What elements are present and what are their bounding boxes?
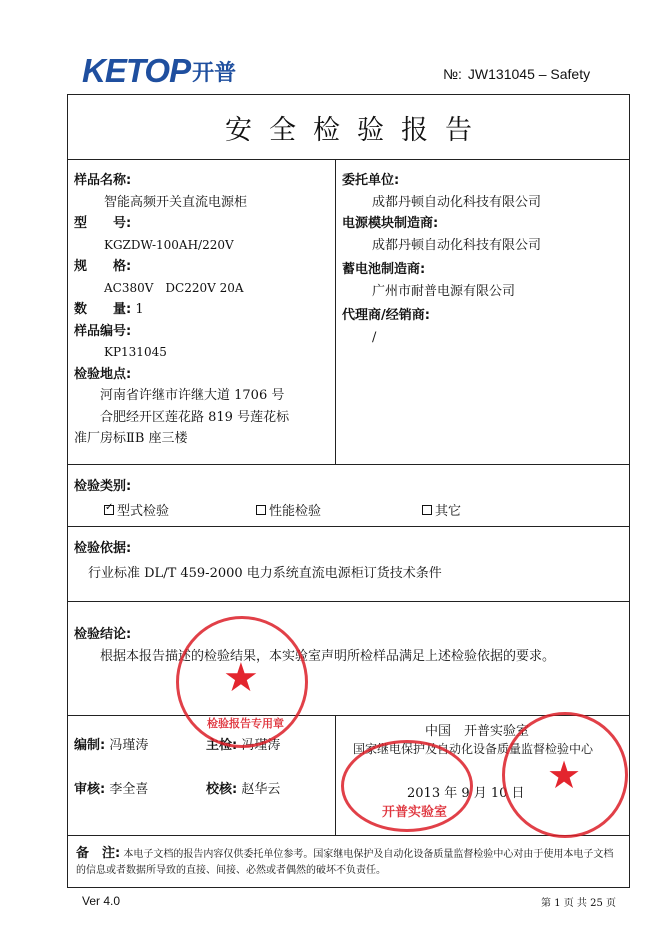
sample-no-value: KP131045 [104, 345, 167, 359]
remark-label: 备 注: [76, 846, 121, 861]
review-name: 李全喜 [109, 782, 149, 797]
checkbox-icon[interactable] [422, 505, 432, 515]
center-seal [502, 712, 628, 838]
sample-name: 智能高频开关直流电源柜 [104, 194, 248, 210]
inspection-type-section [68, 465, 629, 527]
conclusion-section [68, 602, 629, 716]
star-icon: ★ [223, 655, 259, 701]
checked-box-icon[interactable] [104, 505, 114, 515]
inspection-type-options [74, 500, 623, 519]
sample-name-label: 样品名称: [74, 173, 132, 188]
reviewed-by [74, 778, 148, 797]
seal-text: 开普实验室 [382, 805, 448, 820]
place-line-1: 河南省许继市许继大道 1706 号 [100, 388, 285, 403]
spec-value: AC380V DC220V 20A [104, 280, 244, 295]
conclusion-text: 根据本报告描述的检验结果，本实验室声明所检样品满足上述检验依据的要求。 [100, 649, 556, 664]
proof-label: 校核: [206, 782, 238, 797]
inspection-basis-label: 检验依据: [74, 541, 132, 556]
inspection-basis-text: 行业标准 DL/T 459-2000 电力系统直流电源柜订货技术条件 [88, 566, 442, 581]
qty-value: 1 [135, 302, 144, 317]
issue-date: 2013 年 9 月 10 日 [407, 786, 525, 801]
client-info [336, 160, 629, 464]
logo-text: KETOP [82, 52, 191, 89]
title-row [68, 95, 629, 160]
type-option-performance[interactable] [256, 500, 422, 519]
seal-text: 检验报告专用章 [207, 717, 284, 730]
remark-text: 本电子文档的报告内容仅供委托单位参考。国家继电保护及自动化设备质量监督检验中心对由于使用本电子文档的信息或者数据所导致的直接、间接、必然或者偶然的破坏不负责任。 [76, 849, 614, 876]
module-maker-label: 电源模块制造商: [342, 216, 439, 231]
issuer-line-2: 国家继电保护及自动化设备质量监督检验中心 [353, 742, 594, 756]
compiled-label: 编制: [74, 738, 106, 753]
inspection-basis-section [68, 527, 629, 602]
page-title: 安全检验报告 [225, 114, 489, 146]
type-option-label: 性能检验 [269, 504, 322, 519]
type-option-other[interactable] [422, 500, 461, 519]
battery-maker-label: 蓄电池制造商: [342, 262, 426, 277]
model-label: 型 号: [74, 216, 132, 231]
review-label: 审核: [74, 782, 106, 797]
place-label: 检验地点: [74, 366, 132, 382]
inspection-type-label: 检验类别: [74, 479, 132, 494]
sample-info [68, 160, 335, 464]
place-line-2: 合肥经开区莲花路 819 号莲花标 [100, 409, 290, 425]
version-label: Ver 4.0 [82, 894, 121, 908]
report-number-value: JW131045 – Safety [467, 66, 591, 82]
agent-value: / [372, 329, 377, 345]
inspection-seal [176, 616, 308, 748]
compiled-name: 冯瑾涛 [109, 738, 149, 753]
chief-name: 冯瑾涛 [241, 738, 281, 753]
remark-section [68, 836, 629, 888]
place-line-3: 准厂房标ⅡB 座三楼 [74, 431, 188, 446]
lab-seal [341, 740, 473, 832]
agent-label: 代理商/经销商: [342, 308, 430, 323]
client-label: 委托单位: [342, 173, 400, 188]
proof-name: 赵华云 [241, 782, 281, 797]
report-number [443, 66, 590, 82]
client-value: 成都丹顿自动化科技有限公司 [372, 194, 542, 210]
module-maker-value: 成都丹顿自动化科技有限公司 [372, 237, 542, 253]
type-option-label: 型式检验 [117, 504, 170, 519]
model-value: KGZDW-100AH/220V [104, 237, 234, 252]
type-option-label: 其它 [435, 504, 462, 519]
report-number-label: №: [443, 66, 462, 82]
chief-label: 主检: [206, 738, 238, 753]
type-option-type-test[interactable] [104, 500, 256, 519]
sample-no-label: 样品编号: [74, 323, 132, 339]
battery-maker-value: 广州市耐普电源有限公司 [372, 283, 516, 299]
company-logo [82, 52, 236, 90]
issuer-line-1: 中国 开普实验室 [425, 724, 530, 739]
conclusion-label: 检验结论: [74, 627, 132, 642]
star-icon: ★ [547, 753, 582, 797]
qty-label: 数 量: [74, 302, 132, 317]
info-section [68, 160, 629, 465]
page-indicator: 第 1 页 共 25 页 [541, 898, 616, 909]
compiled-by [74, 734, 148, 753]
logo-cn: 开普 [192, 60, 237, 86]
checkbox-icon[interactable] [256, 505, 266, 515]
spec-label: 规 格: [74, 259, 132, 274]
proofread-by [206, 778, 280, 797]
